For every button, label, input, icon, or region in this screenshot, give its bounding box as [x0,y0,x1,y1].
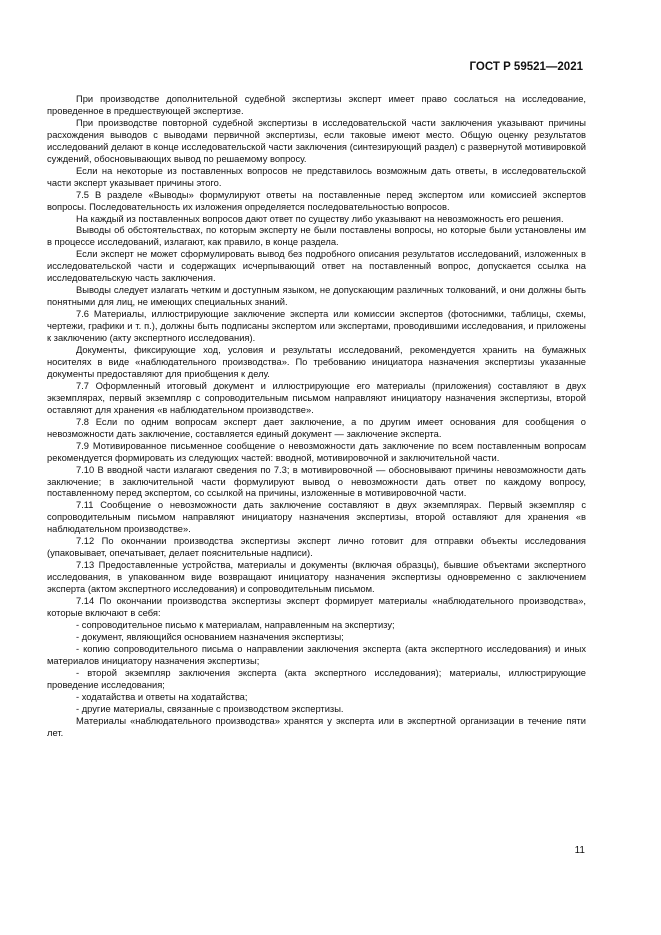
paragraph: 7.13 Предоставленные устройства, материалы и документы (включая образцы), бывшие объектами экспертного исследования, в упакованном виде возвращают инициатору назначения экспертизы одновременно с заключением эксперта (актом экспертного исследования) и сопроводительным письмом. [47,560,586,595]
paragraph: 7.6 Материалы, иллюстрирующие заключение эксперта или комиссии экспертов (фотоснимки, таблицы, схемы, чертежи, графики и т. п.), должны быть подписаны экспертом или экспертами, проводившими исследования, и приложены к заключению (акту экспертного исследования). [47,309,586,344]
paragraph: 7.14 По окончании производства экспертизы эксперт формирует материалы «наблюдательного производства», которые включают в себя: [47,596,586,618]
list-item: - документ, являющийся основанием назначения экспертизы; [76,631,344,642]
list-item: - второй экземпляр заключения эксперта (акта экспертного исследования); материалы, иллюстрирующие проведение исследования; [47,667,586,690]
list-item: - сопроводительное письмо к материалам, направленным на экспертизу; [76,619,395,630]
page-body [47,94,586,739]
paragraph: Выводы об обстоятельствах, по которым эксперту не были поставлены вопросы, но которые были установлены им в процессе исследований, излагают, как правило, в конце раздела. [47,225,586,248]
paragraph: 7.7 Оформленный итоговый документ и иллюстрирующие его материалы (приложения) составляют в двух экземплярах, первый экземпляр с сопроводительным письмом направляют инициатору назначения экспертизы, второй оставляют для хранения «в наблюдательном производстве». [47,380,586,415]
list-item: - ходатайства и ответы на ходатайства; [76,691,248,702]
paragraph: 7.11 Сообщение о невозможности дать заключение составляют в двух экземплярах. Первый экземпляр с сопроводительным письмом направляют инициатору назначения экспертизы, второй оставляют для хранения «в наблюдательном производстве». [47,500,586,535]
paragraph: Документы, фиксирующие ход, условия и результаты исследований, рекомендуется хранить на бумажных носителях в виде «наблюдательного производства». По требованию инициатора назначения экспертизы указанные документы предоставляют для приобщения к делу. [47,345,586,379]
paragraph: 7.10 В вводной части излагают сведения по 7.3; в мотивировочной — обосновывают причины невозможности дать заключение; в заключительной части формулируют вывод о невозможности дать ответ по каждому вопросу, поставленному перед экспертом, со ссылкой на причины, изложенные в мотивировочной части. [47,464,586,499]
paragraph: 7.8 Если по одним вопросам эксперт дает заключение, а по другим имеет основания для сообщения о невозможности дать заключение, составляется единый документ — заключение эксперта. [47,416,586,439]
paragraph: При производстве повторной судебной экспертизы в исследовательской части заключения указывают причины расхождения выводов с выводами первичной экспертизы, если таковые имеют место. Общую оценку результатов исследований делают в конце исследовательской части заключения (синтезирующий раздел) с развернутой мотивировкой суждений, обосновывающих вывод по решаемому вопросу. [47,117,586,164]
paragraph: Выводы следует излагать четким и доступным языком, не допускающим различных толкований, и они должны быть понятными для лиц, не имеющих специальных знаний. [47,285,586,308]
paragraph: Если эксперт не может сформулировать вывод без подробного описания результатов исследований, изложенных в исследовательской части и содержащих исчерпывающий ответ на поставленный вопрос, допускается ссылка на исследовательскую часть заключения. [47,249,586,284]
paragraph: Материалы «наблюдательного производства» хранятся у эксперта или в экспертной организации в течение пяти лет. [47,715,586,738]
document-code: ГОСТ Р 59521—2021 [469,61,583,73]
list-item: - другие материалы, связанные с производством экспертизы. [76,703,344,714]
paragraph: Если на некоторые из поставленных вопросов не представилось возможным дать ответы, в исследовательской части эксперт указывает причины этого. [47,165,586,188]
paragraph: 7.9 Мотивированное письменное сообщение о невозможности дать заключение по всем поставленным вопросам рекомендуется формировать из следующих частей: вводной, мотивировочной и заключительной части. [47,440,586,463]
paragraph: 7.5 В разделе «Выводы» формулируют ответы на поставленные перед экспертом или комиссией экспертов вопросы. Последовательность их изложения определяется последовательностью вопросов. [47,189,586,212]
paragraph: При производстве дополнительной судебной экспертизы эксперт имеет право сослаться на исследование, проведенное в предшествующей экспертизе. [47,94,586,116]
page-number: 11 [574,845,585,856]
paragraph: 7.12 По окончании производства экспертизы эксперт лично готовит для отправки объекты исследования (упаковывает, опечатывает, делает пояснительные надписи). [47,536,586,559]
list-item: - копию сопроводительного письма о направлении заключения эксперта (акта экспертного исследования) и иных материалов инициатору назначения экспертизы; [47,643,586,666]
paragraph: На каждый из поставленных вопросов дают ответ по существу либо указывают на невозможность его решения. [76,213,564,224]
